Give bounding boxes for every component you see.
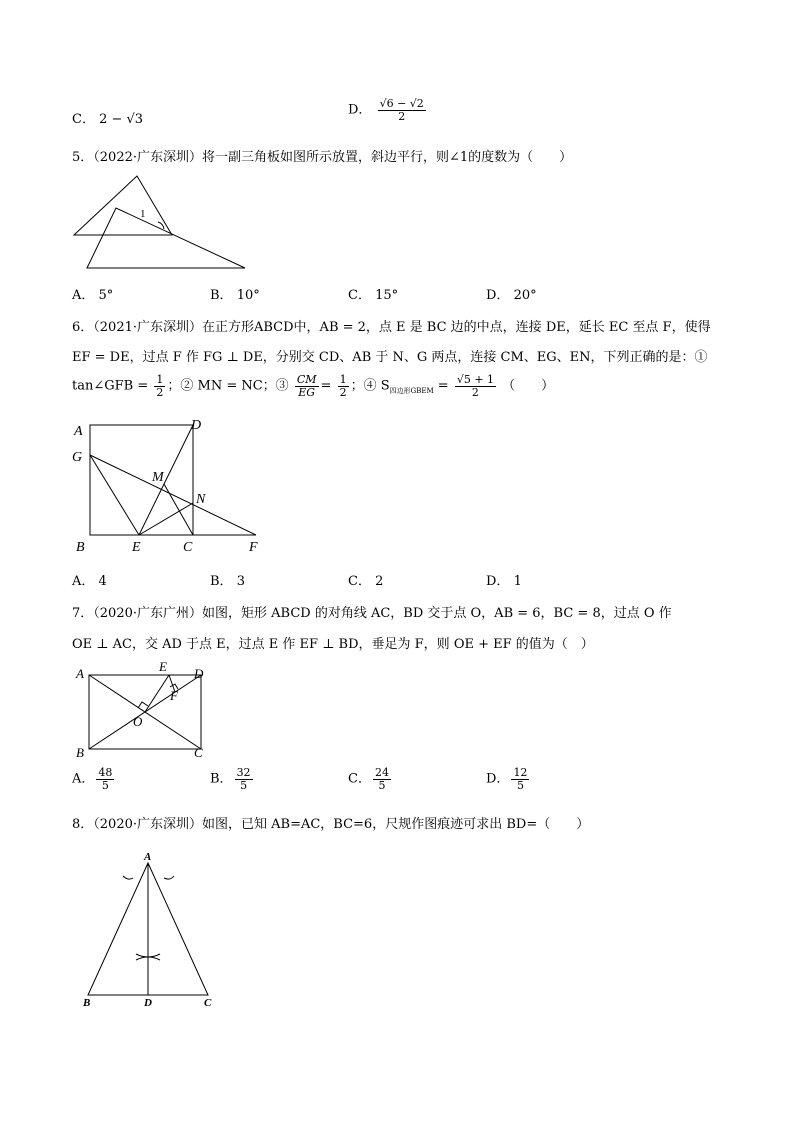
q7-stem-line2 (72, 633, 594, 652)
q7-option-b: B． $\frac{32}{5}$ (210, 766, 251, 792)
point-a-label: A (76, 666, 84, 681)
q6-stem-line2 (72, 346, 708, 365)
point-e-label: E (132, 540, 141, 555)
point-b-label: B (76, 745, 84, 760)
q7-option-c: C． $\frac{24}{5}$ (348, 766, 389, 792)
triangle-45 (74, 176, 172, 235)
point-f-label: F (249, 540, 258, 555)
q5-option-b: B． 10° (210, 288, 260, 303)
point-c-label: C (194, 745, 203, 760)
angle-label: 1 (140, 208, 146, 220)
point-o-label: O (133, 714, 143, 729)
q4-option-d (348, 98, 428, 122)
point-a-label: A (144, 851, 152, 863)
line-oe (145, 675, 169, 712)
point-e-label: E (159, 660, 167, 674)
question-text: 如图，矩形 ABCD 的对角线 AC，BD 交于点 O，AB = 6，BC = 8，过点 O 作 (202, 606, 672, 621)
q7-option-a: A． $\frac{48}{5}$ (72, 766, 113, 792)
q5-stem (72, 146, 572, 165)
point-c-label: C (183, 540, 193, 555)
point-c-label: C (204, 997, 212, 1009)
q7-figure (72, 660, 212, 760)
point-d-label: D (194, 666, 204, 681)
q7-stem-line1: 7．（2020·广东广州）如图，矩形 ABCD 的对角线 AC，BD 交于点 O，AB = 6，BC = 8，过点 O 作 (72, 606, 672, 621)
fraction-denominator: 2 (398, 109, 406, 123)
point-b-label: B (83, 997, 91, 1009)
q6-option-b: B． 3 (210, 574, 245, 589)
option-value: 2 − √3 (99, 112, 144, 127)
q6-stem-line1: 6．（2021·广东深圳）在正方形ABCD中，AB = 2，点 E 是 BC 边的中点，连接 DE，延长 EC 至点 F，使得 (72, 320, 711, 335)
compass-arc-right (164, 876, 174, 879)
q8-stem: 8．（2020·广东深圳）如图，已知 AB=AC，BC=6，尺规作图痕迹可求出 BD=（ ） (72, 817, 590, 832)
q6-stem-line3: tan∠GFB = $\frac{1}{2}$ ；② MN = NC；③ $\frac{CM}{EG}$ = $\frac{1}{2}$ ；④ $S_{四边形GBEM}$ = $\frac{√5 + 1}{2}$ （ ） (72, 373, 555, 399)
option-label: D． (348, 102, 372, 118)
point-g-label: G (72, 450, 83, 465)
q6-figure (68, 415, 278, 555)
option-label: C． (72, 112, 95, 127)
point-m-label: M (152, 470, 164, 485)
fraction-cm-eg: $\frac{CM}{EG}$ (296, 373, 317, 399)
point-n-label: N (196, 492, 206, 507)
question-text: EF = DE，过点 F 作 FG ⊥ DE，分别交 CD、AB 于 N、G 两点，连接 CM、EG、EN，下列正确的是：① (72, 350, 708, 365)
fraction-one-half-2: $\frac{1}{2}$ (339, 373, 347, 399)
q6-option-a: A． 4 (72, 574, 107, 589)
q5-figure (70, 172, 252, 272)
question-text: 如图，已知 AB=AC，BC=6，尺规作图痕迹可求出 BD=（ ） (202, 817, 590, 832)
point-f-label: F (170, 688, 178, 703)
fraction-numerator: √6 − √2 (379, 97, 424, 110)
q5-option-c: C． 15° (348, 288, 399, 303)
question-number: 5． (72, 150, 94, 165)
fraction-sqrt5: $\frac{√5 + 1}{2}$ (456, 373, 495, 399)
question-text: OE ⊥ AC，交 AD 于点 E，过点 E 作 EF ⊥ BD，垂足为 F，则 OE + EF 的值为（ ） (72, 637, 594, 652)
triangle-30-60 (87, 208, 245, 268)
point-a-label: A (74, 424, 83, 439)
right-angle-o (138, 702, 148, 708)
compass-arc-left (123, 876, 133, 879)
q6-option-d: D． 1 (486, 574, 522, 589)
q5-option-a: A． 5° (72, 288, 114, 303)
q4-option-c (72, 108, 143, 127)
question-source: （2022·广东深圳） (93, 150, 202, 165)
line-cm (164, 484, 193, 535)
question-text: 将一副三角板如图所示放置，斜边平行，则∠1的度数为（ ） (202, 150, 573, 165)
q6-option-c: C． 2 (348, 574, 384, 589)
q7-option-d: D． $\frac{12}{5}$ (486, 766, 528, 792)
point-d-label: D (191, 418, 202, 433)
point-b-label: B (76, 540, 85, 555)
fraction-one-half: $\frac{1}{2}$ (156, 373, 164, 399)
q8-figure (78, 848, 223, 1013)
option-fraction (378, 98, 426, 122)
point-d-label: D (144, 997, 152, 1009)
question-text: 在正方形ABCD中，AB = 2，点 E 是 BC 边的中点，连接 DE，延长 EC 至点 F，使得 (202, 320, 711, 335)
q5-option-d: D． 20° (486, 288, 537, 303)
